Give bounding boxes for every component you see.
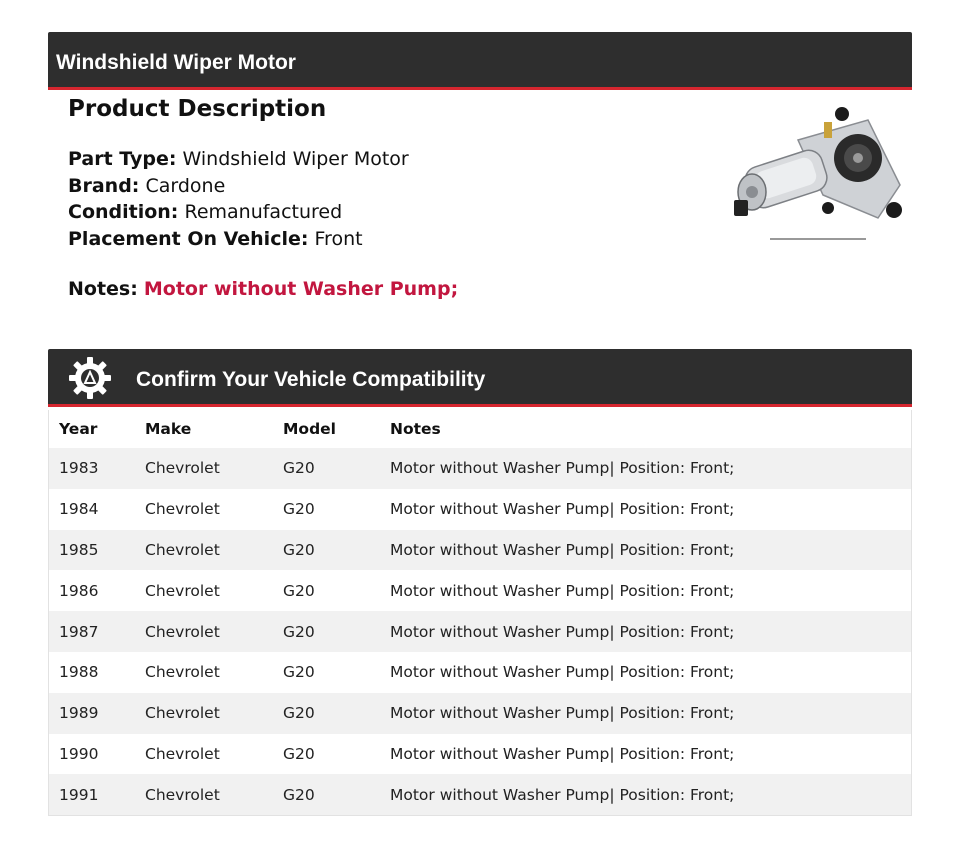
cell-make: Chevrolet bbox=[145, 663, 220, 682]
cell-year: 1989 bbox=[59, 704, 99, 723]
spec-value: Windshield Wiper Motor bbox=[182, 148, 409, 170]
column-header-notes: Notes bbox=[390, 420, 441, 438]
product-header-bar bbox=[48, 32, 912, 90]
cell-model: G20 bbox=[283, 459, 315, 478]
product-title: Windshield Wiper Motor bbox=[56, 51, 296, 74]
cell-year: 1986 bbox=[59, 581, 99, 600]
spec-value: Cardone bbox=[145, 174, 226, 197]
compatibility-title: Confirm Your Vehicle Compatibility bbox=[136, 368, 486, 391]
cell-model: G20 bbox=[283, 744, 315, 763]
cell-model: G20 bbox=[283, 704, 315, 723]
cell-model: G20 bbox=[283, 540, 315, 559]
cell-make: Chevrolet bbox=[145, 459, 220, 478]
cell-notes: Motor without Washer Pump| Position: Front; bbox=[390, 622, 735, 641]
table-row bbox=[49, 734, 911, 775]
cell-make: Chevrolet bbox=[145, 622, 220, 641]
table-row bbox=[49, 448, 911, 489]
spec-label: Placement On Vehicle: bbox=[68, 227, 309, 250]
cell-year: 1985 bbox=[59, 540, 99, 559]
cell-model: G20 bbox=[283, 500, 315, 519]
spec-label: Part Type: bbox=[68, 148, 177, 170]
cell-notes: Motor without Washer Pump| Position: Front; bbox=[390, 540, 735, 559]
table-row bbox=[49, 489, 911, 530]
description-heading: Product Description bbox=[68, 96, 327, 122]
column-header-make: Make bbox=[145, 420, 192, 438]
product-notes bbox=[68, 278, 668, 300]
table-header-row bbox=[49, 410, 911, 448]
cell-model: G20 bbox=[283, 622, 315, 641]
cell-model: G20 bbox=[283, 663, 315, 682]
cell-make: Chevrolet bbox=[145, 785, 220, 804]
spec-value: Front bbox=[314, 227, 363, 250]
cell-year: 1990 bbox=[59, 744, 99, 763]
table-row bbox=[49, 693, 911, 734]
gear-icon bbox=[68, 356, 112, 400]
notes-value: Motor without Washer Pump; bbox=[143, 278, 459, 300]
cell-notes: Motor without Washer Pump| Position: Front; bbox=[390, 704, 735, 723]
table-row bbox=[49, 611, 911, 652]
cell-notes: Motor without Washer Pump| Position: Front; bbox=[390, 663, 735, 682]
table-row bbox=[49, 530, 911, 571]
cell-make: Chevrolet bbox=[145, 704, 220, 723]
compatibility-table bbox=[48, 410, 912, 816]
column-header-year: Year bbox=[59, 420, 98, 438]
cell-year: 1984 bbox=[59, 500, 99, 519]
spec-label: Condition: bbox=[68, 201, 179, 223]
notes-label: Notes: bbox=[68, 278, 138, 300]
spec-part-type bbox=[68, 146, 668, 173]
cell-notes: Motor without Washer Pump| Position: Front; bbox=[390, 459, 735, 478]
cell-make: Chevrolet bbox=[145, 500, 220, 519]
spec-label: Brand: bbox=[68, 174, 140, 197]
cell-model: G20 bbox=[283, 581, 315, 600]
cell-year: 1983 bbox=[59, 459, 99, 478]
spec-condition bbox=[68, 199, 668, 226]
compatibility-header-bar bbox=[48, 349, 912, 407]
cell-notes: Motor without Washer Pump| Position: Front; bbox=[390, 581, 735, 600]
cell-year: 1987 bbox=[59, 622, 99, 641]
table-row bbox=[49, 570, 911, 611]
spec-brand bbox=[68, 173, 668, 200]
cell-make: Chevrolet bbox=[145, 540, 220, 559]
spec-placement bbox=[68, 226, 668, 253]
spec-value: Remanufactured bbox=[184, 201, 343, 223]
wiper-motor-image bbox=[728, 100, 910, 248]
cell-notes: Motor without Washer Pump| Position: Front; bbox=[390, 500, 735, 519]
table-row bbox=[49, 774, 911, 815]
product-description bbox=[68, 96, 668, 300]
table-row bbox=[49, 652, 911, 693]
cell-make: Chevrolet bbox=[145, 581, 220, 600]
column-header-model: Model bbox=[283, 420, 336, 438]
cell-year: 1988 bbox=[59, 663, 99, 682]
cell-make: Chevrolet bbox=[145, 744, 220, 763]
cell-year: 1991 bbox=[59, 785, 99, 804]
cell-model: G20 bbox=[283, 785, 315, 804]
cell-notes: Motor without Washer Pump| Position: Front; bbox=[390, 785, 735, 804]
cell-notes: Motor without Washer Pump| Position: Front; bbox=[390, 744, 735, 763]
